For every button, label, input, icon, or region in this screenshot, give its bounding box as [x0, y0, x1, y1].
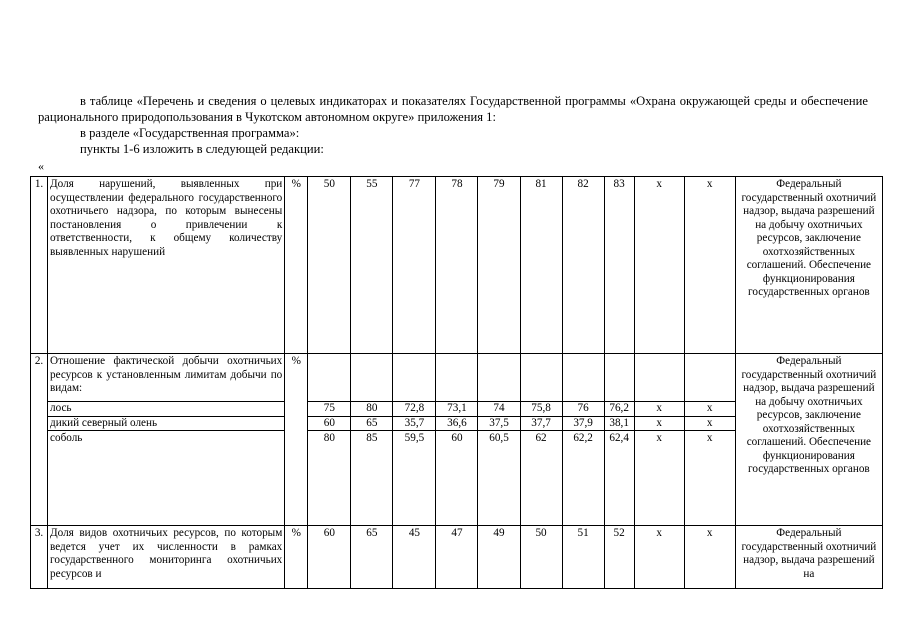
value-cell: 45 [393, 526, 436, 589]
intro-text [38, 93, 868, 157]
value-cell: 37,5 [478, 416, 520, 431]
value-cell: 55 [351, 177, 393, 354]
value-cell: 75,8 [520, 402, 562, 417]
value-cell: 59,5 [393, 431, 436, 526]
value-cell: х [684, 431, 735, 526]
species-name: соболь [48, 431, 285, 526]
value-cell: 35,7 [393, 416, 436, 431]
opening-quote: « [38, 159, 44, 173]
value-cell: 81 [520, 177, 562, 354]
value-cell: х [634, 416, 684, 431]
value-cell: 52 [604, 526, 634, 589]
value-cell: 75 [308, 402, 351, 417]
value-cell: 77 [393, 177, 436, 354]
value-cell: 37,9 [562, 416, 604, 431]
value-cell: 82 [562, 177, 604, 354]
value-cell: 80 [308, 431, 351, 526]
table-row-2 [31, 354, 883, 402]
value-cell: 60 [308, 526, 351, 589]
value-cell: 50 [308, 177, 351, 354]
value-cell: х [634, 402, 684, 417]
intro-paragraph-3: пункты 1-6 изложить в следующей редакции: [80, 142, 324, 156]
note-cell: Федеральный государственный охотничий надзор, выдача разрешений на добычу охотничьих ресурсов, заключение охотхозяйственных соглашений. Обеспечение функционирования государственных органов [735, 177, 882, 354]
value-cell: 72,8 [393, 402, 436, 417]
value-cell: 60 [308, 416, 351, 431]
value-cell: 60 [436, 431, 478, 526]
intro-paragraph-1: в таблице «Перечень и сведения о целевых индикаторах и показателях Государственной программы «Охрана окружающей среды и обеспечение рационального природопользования в Чукотском автономном округе» приложения 1: [38, 94, 868, 124]
indicator-name: Отношение фактической добычи охотничьих ресурсов к установленным лимитам добычи по видам: [48, 354, 285, 402]
value-cell: 80 [351, 402, 393, 417]
value-cell: х [634, 431, 684, 526]
note-cell: Федеральный государственный охотничий надзор, выдача разрешений на добычу охотничьих ресурсов, заключение охотхозяйственных соглашений. Обеспечение функционирования государственных органов [735, 354, 882, 526]
value-cell: 50 [520, 526, 562, 589]
value-cell: 38,1 [604, 416, 634, 431]
value-cell: 83 [604, 177, 634, 354]
value-cell: 65 [351, 416, 393, 431]
indicator-name: Доля нарушений, выявленных при осуществлении федерального государственного охотничьего надзора, по которым вынесены постановления о привлечении к ответственности, к общему количеству выявленных нарушений [48, 177, 285, 354]
row-number: 2. [31, 354, 48, 526]
unit-cell: % [285, 526, 308, 589]
value-cell: 62,4 [604, 431, 634, 526]
value-cell: 47 [436, 526, 478, 589]
indicators-table [30, 176, 883, 589]
value-cell: 49 [478, 526, 520, 589]
unit-cell: % [285, 177, 308, 354]
value-cell: х [684, 416, 735, 431]
value-cell: х [684, 526, 735, 589]
unit-cell: % [285, 354, 308, 526]
row-number: 3. [31, 526, 48, 589]
species-name: лось [48, 402, 285, 417]
value-cell: 36,6 [436, 416, 478, 431]
value-cell: 60,5 [478, 431, 520, 526]
intro-paragraph-2: в разделе «Государственная программа»: [80, 126, 300, 140]
value-cell: 62 [520, 431, 562, 526]
value-cell: 73,1 [436, 402, 478, 417]
value-cell: 79 [478, 177, 520, 354]
value-cell: 65 [351, 526, 393, 589]
value-cell: 37,7 [520, 416, 562, 431]
note-cell: Федеральный государственный охотничий надзор, выдача разрешений на [735, 526, 882, 589]
row-number: 1. [31, 177, 48, 354]
value-cell: х [634, 177, 684, 354]
species-name: дикий северный олень [48, 416, 285, 431]
indicator-name: Доля видов охотничьих ресурсов, по которым ведется учет их численности в рамках государственного мониторинга охотничьих ресурсов и [48, 526, 285, 589]
value-cell: 76,2 [604, 402, 634, 417]
table-row-3 [31, 526, 883, 589]
value-cell: 85 [351, 431, 393, 526]
value-cell: 76 [562, 402, 604, 417]
value-cell: х [684, 177, 735, 354]
value-cell: х [634, 526, 684, 589]
value-cell: х [684, 402, 735, 417]
value-cell: 78 [436, 177, 478, 354]
value-cell: 74 [478, 402, 520, 417]
value-cell: 51 [562, 526, 604, 589]
value-cell: 62,2 [562, 431, 604, 526]
table-row-1 [31, 177, 883, 354]
